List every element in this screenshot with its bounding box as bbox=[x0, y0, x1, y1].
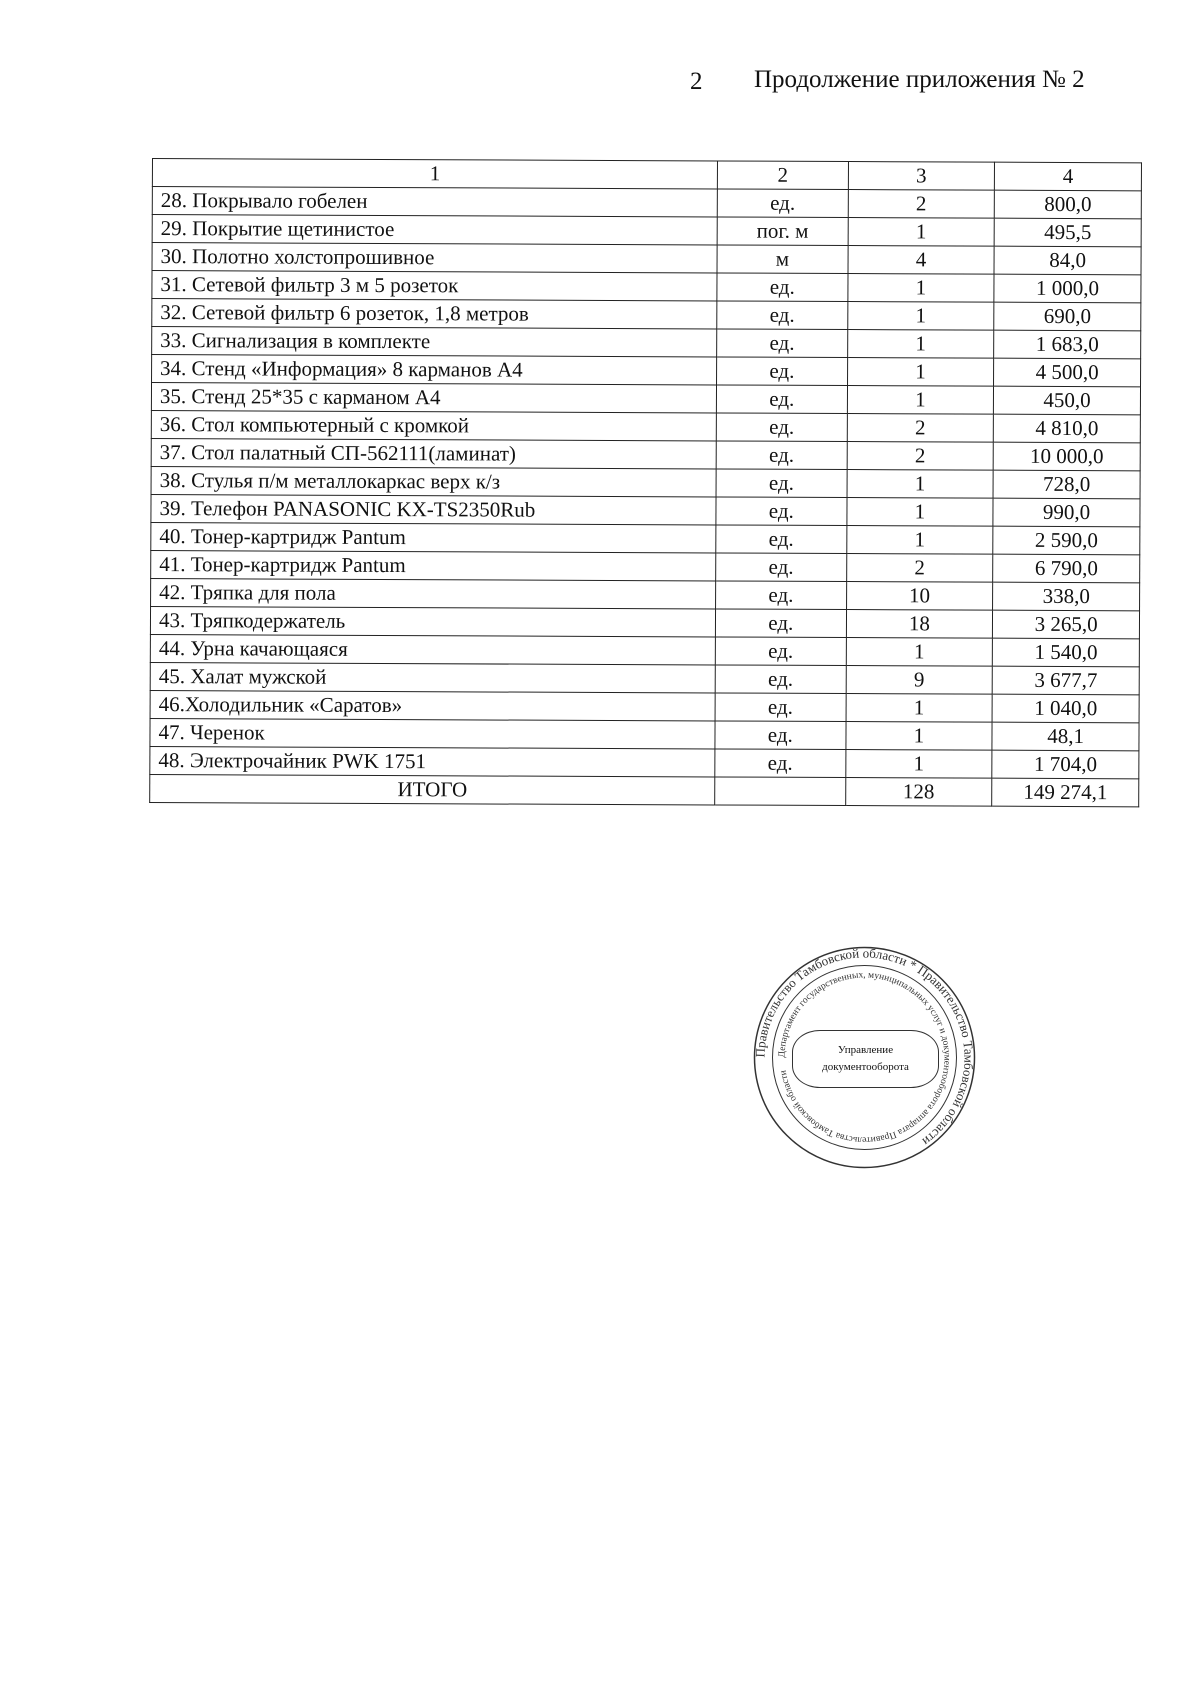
seal-inner-text: Департамент государственных, муниципальных услуг и документооборота аппарата Правительства Тамбовской области bbox=[777, 970, 952, 1145]
item-unit: ед. bbox=[717, 189, 848, 218]
item-name: 39. Телефон PANASONIC KX-TS2350Rub bbox=[151, 494, 716, 524]
total-unit bbox=[715, 777, 846, 806]
table-row bbox=[151, 438, 1140, 470]
item-name: 30. Полотно холстопрошивное bbox=[152, 243, 717, 273]
table-row bbox=[150, 718, 1139, 750]
item-name: 38. Стулья п/м металлокаркас верх к/з bbox=[151, 466, 716, 496]
item-qty: 1 bbox=[847, 330, 994, 359]
item-sum: 800,0 bbox=[995, 190, 1142, 219]
item-unit: ед. bbox=[716, 413, 847, 442]
table-row bbox=[151, 466, 1140, 498]
item-sum: 1 704,0 bbox=[992, 750, 1139, 779]
seal-center-label bbox=[792, 1030, 939, 1088]
item-unit: ед. bbox=[716, 497, 847, 526]
item-name: 35. Стенд 25*35 с карманом А4 bbox=[151, 383, 716, 413]
item-qty: 1 bbox=[846, 498, 993, 527]
item-name: 34. Стенд «Информация» 8 карманов А4 bbox=[152, 355, 717, 385]
table-row bbox=[152, 355, 1141, 387]
item-sum: 6 790,0 bbox=[993, 554, 1140, 583]
item-name: 44. Урна качающаяся bbox=[150, 634, 715, 664]
table-row bbox=[151, 522, 1140, 554]
seal-center-line1: Управление bbox=[837, 1044, 894, 1056]
table-row bbox=[152, 187, 1141, 219]
item-name: 40. Тонер-картридж Pantum bbox=[151, 522, 716, 552]
item-name: 48. Электрочайник PWK 1751 bbox=[150, 746, 715, 776]
item-unit: ед. bbox=[717, 329, 848, 358]
table-row bbox=[152, 299, 1141, 331]
item-qty: 18 bbox=[846, 610, 993, 639]
item-qty: 2 bbox=[848, 190, 995, 219]
item-sum: 4 810,0 bbox=[994, 414, 1141, 443]
item-sum: 1 000,0 bbox=[994, 274, 1141, 303]
seal-center-line2: документооборота bbox=[822, 1061, 909, 1073]
item-sum: 495,5 bbox=[994, 218, 1141, 247]
item-name: 28. Покрывало гобелен bbox=[152, 187, 717, 217]
item-qty: 2 bbox=[847, 442, 994, 471]
item-qty: 10 bbox=[846, 582, 993, 611]
item-unit: ед. bbox=[716, 581, 847, 610]
item-unit: ед. bbox=[716, 553, 847, 582]
item-name: 33. Сигнализация в комплекте bbox=[152, 327, 717, 357]
item-unit: ед. bbox=[716, 525, 847, 554]
item-qty: 1 bbox=[847, 470, 994, 499]
table-row bbox=[151, 578, 1140, 610]
item-qty: 1 bbox=[847, 386, 994, 415]
item-sum: 728,0 bbox=[993, 470, 1140, 499]
item-unit: ед. bbox=[715, 665, 846, 694]
inventory-table bbox=[149, 158, 1142, 807]
item-name: 37. Стол палатный СП-562111(ламинат) bbox=[151, 438, 716, 468]
item-unit: пог. м bbox=[717, 217, 848, 246]
column-header-3: 3 bbox=[848, 162, 995, 191]
column-header-2: 2 bbox=[718, 161, 849, 190]
item-sum: 1 540,0 bbox=[993, 638, 1140, 667]
continuation-title: Продолжение приложения № 2 bbox=[754, 66, 1085, 93]
table-body bbox=[150, 187, 1142, 779]
item-sum: 690,0 bbox=[994, 302, 1141, 331]
column-header-4: 4 bbox=[995, 162, 1142, 191]
item-qty: 1 bbox=[847, 358, 994, 387]
item-qty: 1 bbox=[848, 218, 995, 247]
item-name: 47. Черенок bbox=[150, 718, 715, 748]
table-row bbox=[151, 410, 1140, 442]
item-sum: 4 500,0 bbox=[994, 358, 1141, 387]
item-sum: 3 677,7 bbox=[992, 666, 1139, 695]
table-row bbox=[151, 550, 1140, 582]
item-qty: 1 bbox=[847, 302, 994, 331]
page-number: 2 bbox=[690, 68, 703, 95]
table-header-row bbox=[152, 159, 1141, 191]
item-qty: 1 bbox=[846, 526, 993, 555]
seal-outer-text: Правительство Тамбовской области * Правительство Тамбовской области bbox=[752, 945, 977, 1150]
table-row bbox=[152, 243, 1141, 275]
item-name: 31. Сетевой фильтр 3 м 5 розеток bbox=[152, 271, 717, 301]
page-header bbox=[690, 62, 1140, 98]
item-unit: ед. bbox=[717, 273, 848, 302]
total-row bbox=[150, 774, 1139, 806]
total-qty: 128 bbox=[845, 778, 992, 807]
item-unit: ед. bbox=[717, 385, 848, 414]
table-row bbox=[152, 215, 1141, 247]
item-unit: м bbox=[717, 245, 848, 274]
item-qty: 1 bbox=[846, 638, 993, 667]
table-row bbox=[152, 327, 1141, 359]
item-unit: ед. bbox=[717, 301, 848, 330]
item-sum: 338,0 bbox=[993, 582, 1140, 611]
item-qty: 1 bbox=[845, 750, 992, 779]
table-row bbox=[150, 746, 1139, 778]
item-name: 46.Холодильник «Саратов» bbox=[150, 690, 715, 720]
item-name: 45. Халат мужской bbox=[150, 662, 715, 692]
item-name: 42. Тряпка для пола bbox=[151, 578, 716, 608]
item-qty: 1 bbox=[846, 694, 993, 723]
item-name: 29. Покрытие щетинистое bbox=[152, 215, 717, 245]
item-sum: 3 265,0 bbox=[993, 610, 1140, 639]
table-row bbox=[151, 383, 1140, 415]
table-row bbox=[150, 634, 1139, 666]
item-unit: ед. bbox=[716, 469, 847, 498]
total-label: ИТОГО bbox=[150, 774, 715, 804]
column-header-1: 1 bbox=[152, 159, 717, 189]
item-unit: ед. bbox=[716, 441, 847, 470]
item-unit: ед. bbox=[715, 693, 846, 722]
table-row bbox=[151, 494, 1140, 526]
item-unit: ед. bbox=[715, 637, 846, 666]
item-unit: ед. bbox=[715, 721, 846, 750]
item-name: 36. Стол компьютерный с кромкой bbox=[151, 410, 716, 440]
table-row bbox=[150, 690, 1139, 722]
item-unit: ед. bbox=[715, 749, 846, 778]
item-unit: ед. bbox=[716, 609, 847, 638]
item-name: 32. Сетевой фильтр 6 розеток, 1,8 метров bbox=[152, 299, 717, 329]
item-qty: 9 bbox=[846, 666, 993, 695]
official-seal bbox=[752, 945, 977, 1170]
total-sum: 149 274,1 bbox=[992, 778, 1139, 807]
item-sum: 1 040,0 bbox=[992, 694, 1139, 723]
table-row bbox=[152, 271, 1141, 303]
item-sum: 2 590,0 bbox=[993, 526, 1140, 555]
item-qty: 2 bbox=[846, 554, 993, 583]
item-name: 43. Тряпкодержатель bbox=[150, 606, 715, 636]
item-qty: 1 bbox=[845, 722, 992, 751]
table-row bbox=[150, 662, 1139, 694]
item-qty: 4 bbox=[848, 246, 995, 275]
item-sum: 84,0 bbox=[994, 246, 1141, 275]
item-name: 41. Тонер-картридж Pantum bbox=[151, 550, 716, 580]
item-qty: 2 bbox=[847, 414, 994, 443]
item-unit: ед. bbox=[717, 357, 848, 386]
item-sum: 10 000,0 bbox=[993, 442, 1140, 471]
item-sum: 450,0 bbox=[994, 386, 1141, 415]
table-row bbox=[150, 606, 1139, 638]
item-qty: 1 bbox=[847, 274, 994, 303]
item-sum: 1 683,0 bbox=[994, 330, 1141, 359]
item-sum: 990,0 bbox=[993, 498, 1140, 527]
item-sum: 48,1 bbox=[992, 722, 1139, 751]
